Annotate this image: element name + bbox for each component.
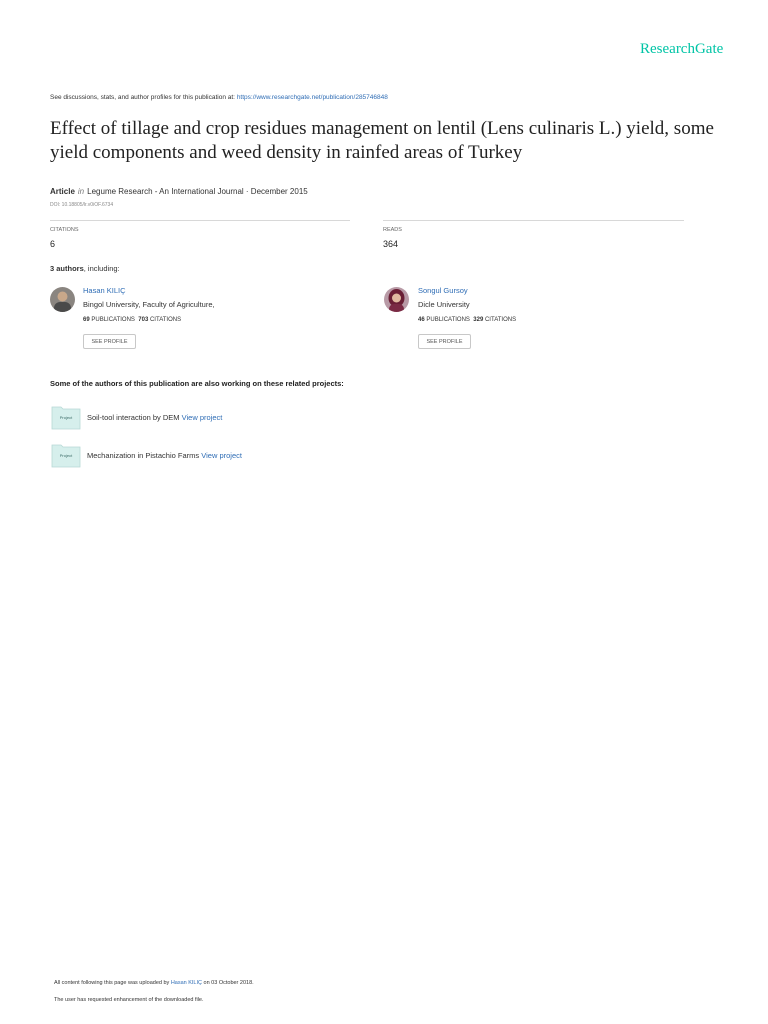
view-project-link-2[interactable]: View project bbox=[201, 451, 242, 460]
project-folder-icon-1 bbox=[51, 404, 81, 430]
author-affiliation-1: Bingol University, Faculty of Agriculture, bbox=[83, 300, 215, 309]
citations-label-2: CITATIONS bbox=[484, 317, 517, 323]
citations-label-1: CITATIONS bbox=[149, 317, 182, 323]
see-profile-button-1[interactable]: SEE PROFILE bbox=[83, 334, 136, 349]
author-citations-1: 703 bbox=[138, 317, 149, 323]
authors-heading bbox=[50, 264, 120, 273]
author-avatar-1[interactable] bbox=[50, 287, 75, 312]
upload-note bbox=[54, 980, 254, 986]
reads-label: READS bbox=[383, 227, 402, 233]
author-affiliation-2: Dicle University bbox=[418, 300, 470, 309]
project-icon-label-1: Project bbox=[59, 415, 73, 420]
reads-value: 364 bbox=[383, 239, 399, 249]
author-name-1[interactable]: Hasan KILIÇ bbox=[83, 286, 126, 295]
upload-prefix: All content following this page was uploaded by bbox=[54, 980, 170, 986]
paper-meta bbox=[50, 187, 308, 196]
uploader-link[interactable]: Hasan KILIÇ bbox=[170, 980, 202, 986]
divider-left bbox=[50, 220, 350, 221]
authors-count: 3 authors bbox=[50, 264, 84, 273]
discussion-line bbox=[50, 94, 388, 101]
author-publications-2: 46 bbox=[418, 317, 425, 323]
project-folder-icon-2 bbox=[51, 442, 81, 468]
related-projects-heading: Some of the authors of this publication are also working on these related projects: bbox=[50, 379, 344, 388]
article-type: Article bbox=[50, 187, 75, 196]
avatar-photo-1 bbox=[50, 287, 75, 312]
upload-suffix: on 03 October 2018. bbox=[203, 980, 254, 986]
publication-url-link[interactable]: https://www.researchgate.net/publication/285746848 bbox=[236, 94, 388, 101]
author-stats-1 bbox=[83, 317, 181, 323]
author-avatar-2[interactable] bbox=[384, 287, 409, 312]
discussion-prefix: See discussions, stats, and author profiles for this publication at: bbox=[50, 94, 235, 101]
avatar-photo-2 bbox=[384, 287, 409, 312]
authors-suffix: , including: bbox=[83, 264, 120, 273]
citations-value: 6 bbox=[50, 239, 56, 249]
project-name-2: Mechanization in Pistachio Farms bbox=[87, 451, 200, 460]
doi-text: DOI: 10.18805/lr.v0iOF.6734 bbox=[50, 202, 114, 208]
publications-label-1: PUBLICATIONS bbox=[91, 317, 135, 323]
researchgate-logo[interactable]: ResearchGate bbox=[640, 41, 724, 57]
author-stats-2 bbox=[418, 317, 516, 323]
author-citations-2: 329 bbox=[473, 317, 484, 323]
project-row-1 bbox=[87, 413, 222, 422]
paper-title: Effect of tillage and crop residues management on lentil (Lens culinaris L.) yield, some yield components and weed density in rainfed areas of Turkey bbox=[50, 118, 714, 163]
citations-label: CITATIONS bbox=[50, 227, 79, 233]
divider-right bbox=[383, 220, 684, 221]
project-row-2 bbox=[87, 451, 242, 460]
view-project-link-1[interactable]: View project bbox=[181, 413, 223, 422]
author-publications-1: 69 bbox=[83, 317, 90, 323]
journal-venue: Legume Research - An International Journal · December 2015 bbox=[87, 187, 308, 196]
enhancement-note: The user has requested enhancement of the downloaded file. bbox=[54, 997, 204, 1003]
publications-label-2: PUBLICATIONS bbox=[426, 317, 470, 323]
author-name-2[interactable]: Songul Gursoy bbox=[418, 286, 468, 295]
project-name-1: Soil-tool interaction by DEM bbox=[87, 413, 180, 422]
see-profile-button-2[interactable]: SEE PROFILE bbox=[418, 334, 471, 349]
project-icon-label-2: Project bbox=[59, 453, 73, 458]
in-word: in bbox=[77, 187, 85, 196]
